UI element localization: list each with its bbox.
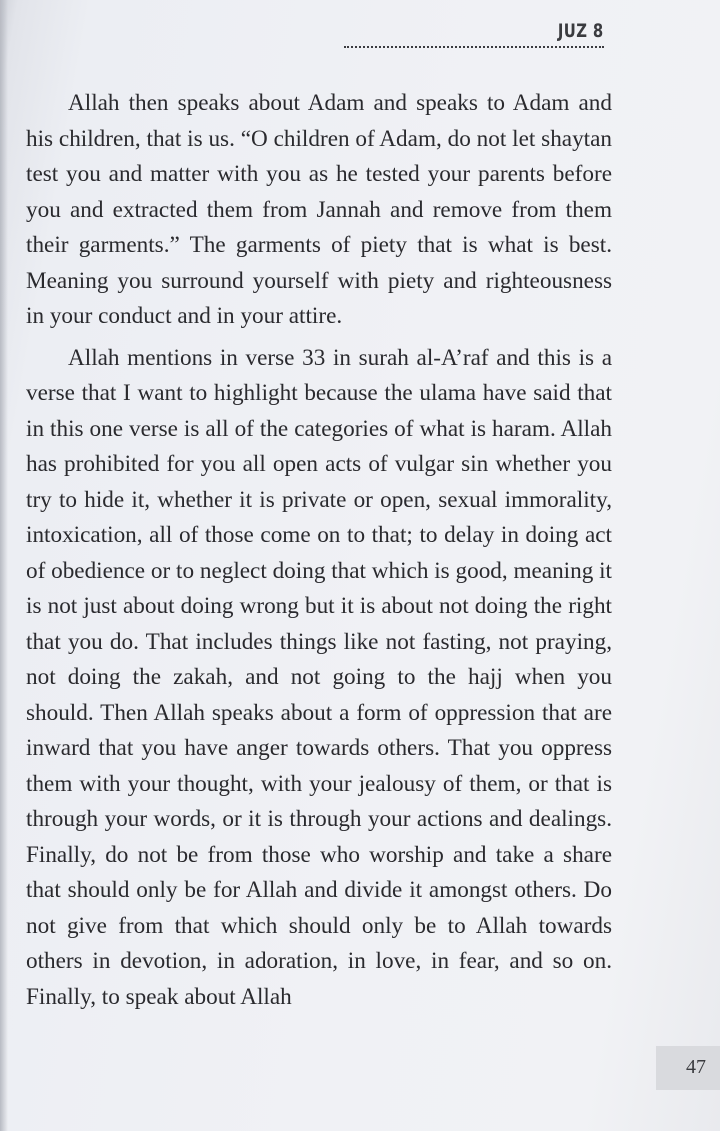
dotted-rule <box>344 46 604 48</box>
running-head <box>0 0 720 60</box>
paragraph: Allah then speaks about Adam and speaks to Adam and his children, that is us. “O children of Adam, do not let shaytan test you and matter with you as he tested your parents before you and extracted them from Jannah and remove from them their garments.” The garments of piety that is what is best. Meaning you surround yourself with piety and righteousness in your conduct and in your attire. <box>26 90 612 329</box>
paragraph: Allah mentions in verse 33 in surah al-A’raf and this is a verse that I want to highlight because the ulama have said that in this one verse is all of the categories of what is haram. Allah has prohibited for you all open acts of vulgar sin whether you try to hide it, whether it is private or open, sexual immorality, intoxication, all of those come on to that; to delay in doing act of obedience or to neglect doing that which is good, meaning it is not just about doing wrong but it is about not doing the right that you do. That includes things like not fasting, not praying, not doing the zakah, and not going to the hajj when you should. Then Allah speaks about a form of oppression that are inward that you have anger towards others. That you oppress them with your thought, with your jealousy of them, or that is through your words, or it is through your actions and dealings. Finally, do not be from those who worship and take a share that should only be for Allah and divide it amongst others. Do not give from that which should only be to Allah towards others in devotion, in adoration, in love, in fear, and so on. Finally, to speak about Allah <box>26 344 612 1010</box>
spine-shadow <box>0 0 8 1131</box>
page-number: 47 <box>686 1056 706 1078</box>
body-text <box>26 86 612 1015</box>
page-number-tab <box>656 1046 720 1090</box>
section-title: JUZ 8 <box>558 20 604 42</box>
